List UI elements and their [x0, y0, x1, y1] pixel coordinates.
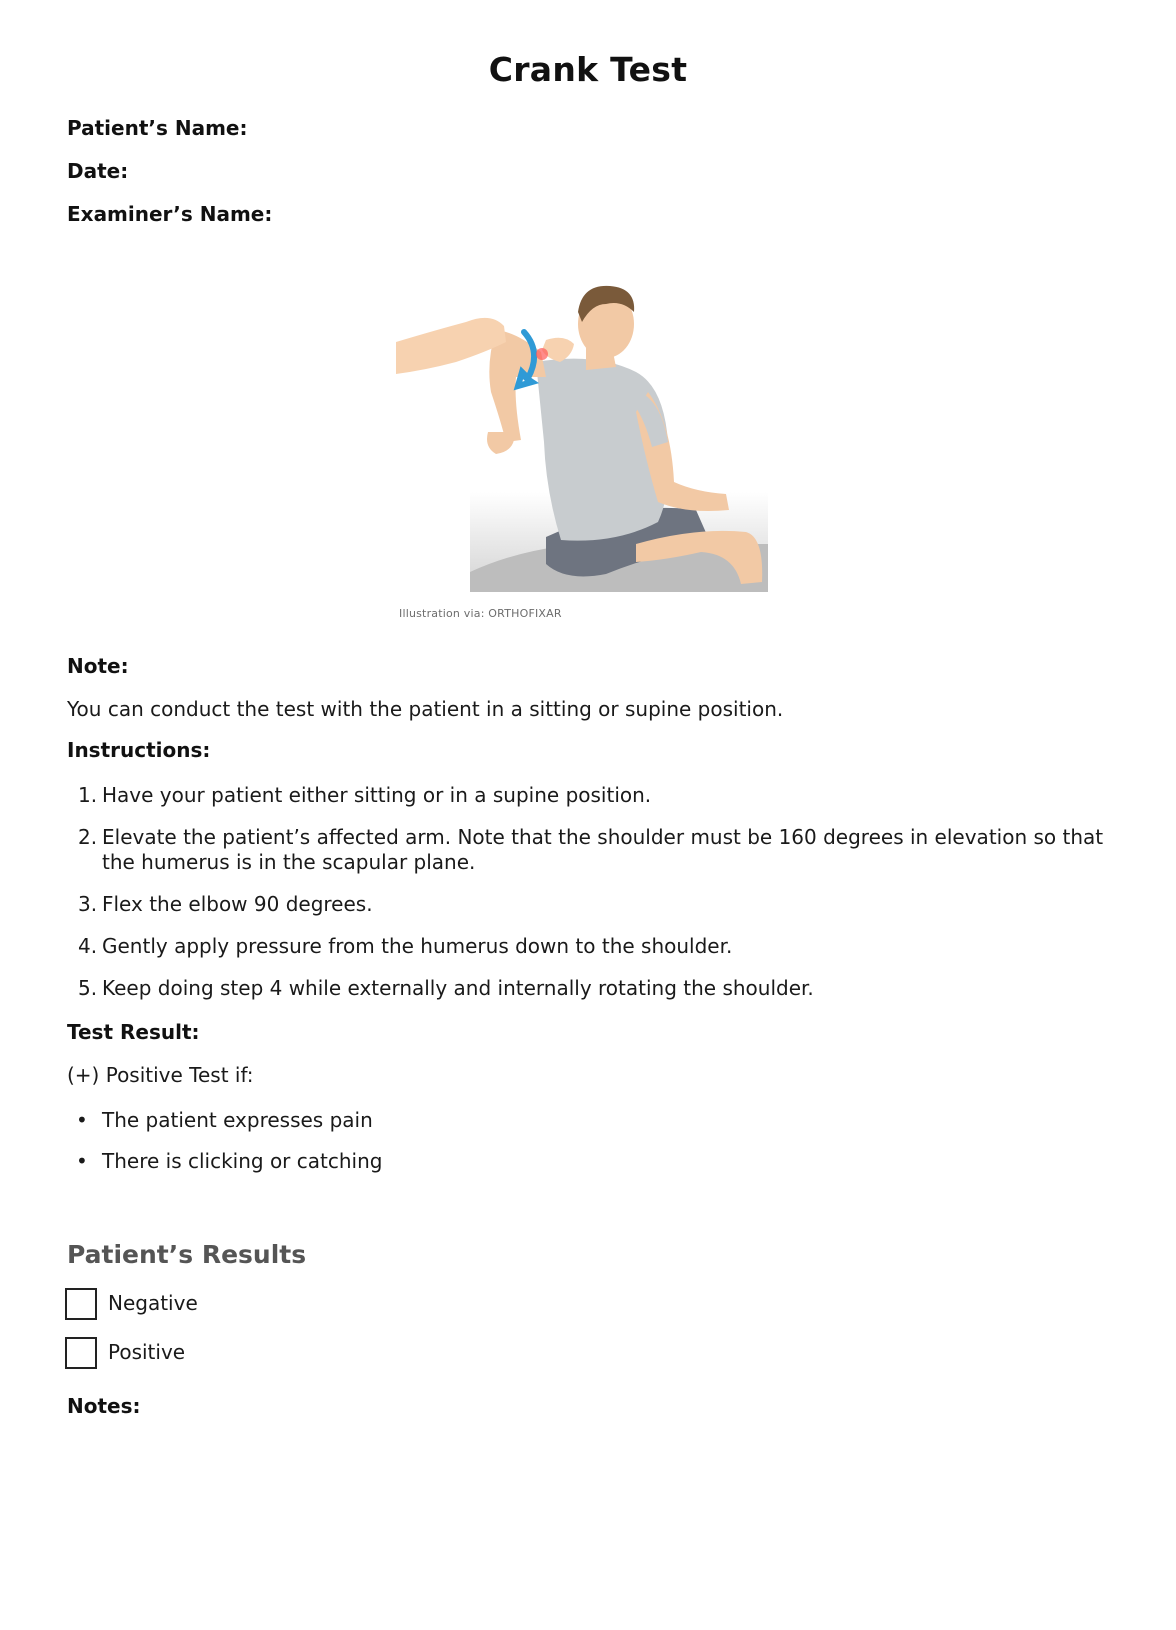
crank-test-illustration [396, 282, 786, 622]
notes-heading: Notes: [67, 1394, 141, 1418]
result-bullet [76, 1108, 373, 1132]
positive-checkbox[interactable] [65, 1337, 97, 1369]
positive-label: Positive [108, 1340, 186, 1364]
instruction-text: Have your patient either sitting or in a supine position. [102, 783, 652, 807]
note-text: You can conduct the test with the patient in a sitting or supine position. [67, 697, 784, 721]
instruction-number: 4. [78, 934, 98, 958]
instruction-item [78, 783, 1118, 808]
test-result-intro: (+) Positive Test if: [67, 1063, 254, 1087]
bullet-text: The patient expresses pain [102, 1108, 373, 1132]
instruction-item [78, 892, 1118, 917]
page-title: Crank Test [488, 50, 688, 89]
instruction-item [78, 976, 1118, 1001]
illustration-caption: Illustration via: ORTHOFIXAR [399, 607, 562, 620]
instruction-item [78, 825, 1118, 875]
instruction-number: 3. [78, 892, 98, 916]
pain-marker [536, 348, 548, 360]
instruction-text: Elevate the patient’s affected arm. Note that the shoulder must be 160 degrees in elevation so that the humerus is in the scapular plane. [102, 825, 1104, 874]
instruction-text: Gently apply pressure from the humerus down to the shoulder. [102, 934, 733, 958]
result-bullet [76, 1149, 382, 1173]
examiner-name-label: Examiner’s Name: [67, 202, 273, 226]
instruction-number: 5. [78, 976, 98, 1000]
note-heading: Note: [67, 654, 129, 678]
instruction-item [78, 934, 1118, 959]
instruction-number: 1. [78, 783, 98, 807]
patient-results-heading: Patient’s Results [67, 1240, 307, 1269]
test-result-heading: Test Result: [67, 1020, 200, 1044]
bullet-icon: • [76, 1149, 88, 1173]
bullet-icon: • [76, 1108, 88, 1132]
examiner-hand [542, 338, 574, 362]
bullet-text: There is clicking or catching [102, 1149, 383, 1173]
negative-label: Negative [108, 1291, 198, 1315]
patient-name-label: Patient’s Name: [67, 116, 248, 140]
instruction-number: 2. [78, 825, 98, 849]
date-label: Date: [67, 159, 129, 183]
instruction-text: Flex the elbow 90 degrees. [102, 892, 373, 916]
instruction-text: Keep doing step 4 while externally and internally rotating the shoulder. [102, 976, 814, 1000]
instructions-heading: Instructions: [67, 738, 211, 762]
negative-checkbox[interactable] [65, 1288, 97, 1320]
